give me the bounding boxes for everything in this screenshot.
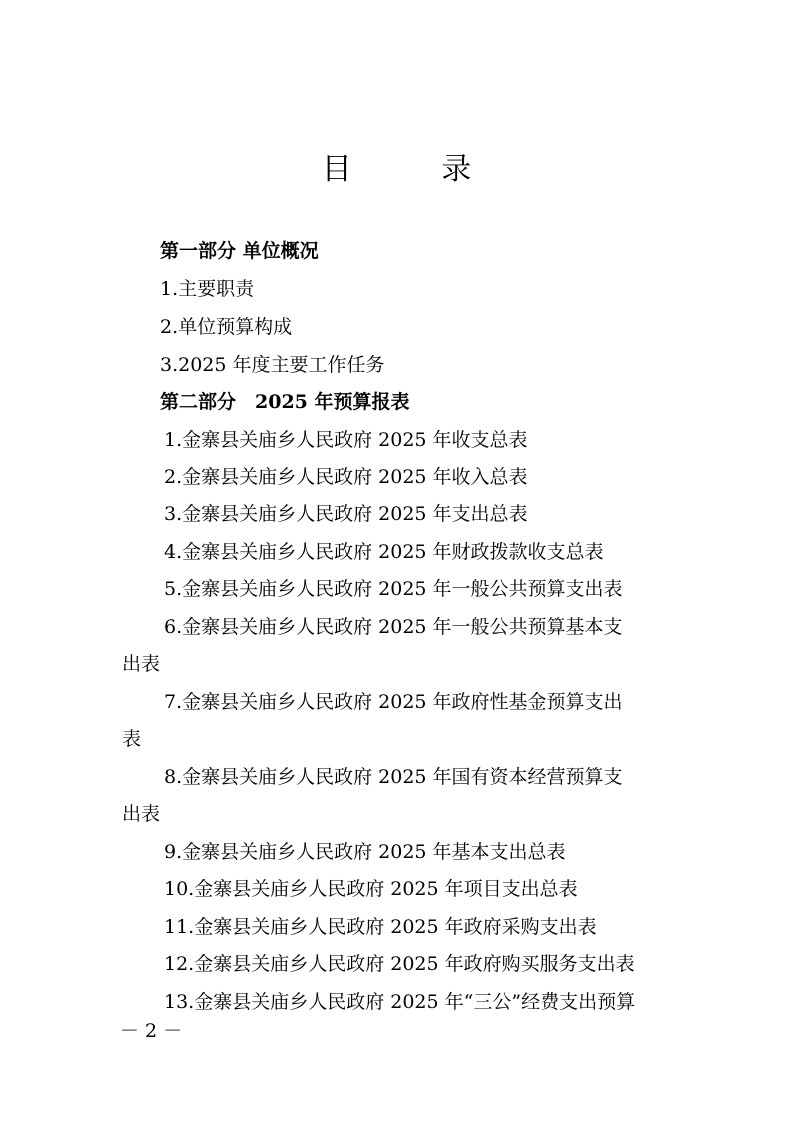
toc-item-continuation[interactable]: 出表 [122, 803, 161, 825]
toc-item[interactable]: 7.金寨县关庙乡人民政府 2025 年政府性基金预算支出 [164, 691, 623, 713]
page-title: 目 录 [321, 152, 512, 187]
toc-item[interactable]: 11.金寨县关庙乡人民政府 2025 年政府采购支出表 [164, 916, 597, 938]
page-number: － 2 － [120, 1020, 183, 1042]
toc-item[interactable]: 2.金寨县关庙乡人民政府 2025 年收入总表 [164, 466, 528, 488]
toc-item[interactable]: 4.金寨县关庙乡人民政府 2025 年财政拨款收支总表 [164, 541, 604, 563]
toc-item[interactable]: 13.金寨县关庙乡人民政府 2025 年“三公”经费支出预算 [164, 991, 636, 1013]
toc-item[interactable]: 5.金寨县关庙乡人民政府 2025 年一般公共预算支出表 [164, 578, 623, 600]
section-heading-part1: 第一部分 单位概况 [160, 240, 319, 262]
toc-item[interactable]: 10.金寨县关庙乡人民政府 2025 年项目支出总表 [164, 878, 578, 900]
toc-item[interactable]: 12.金寨县关庙乡人民政府 2025 年政府购买服务支出表 [164, 953, 635, 975]
toc-item-continuation[interactable]: 出表 [122, 653, 161, 675]
toc-item[interactable]: 2.单位预算构成 [160, 316, 293, 338]
section-heading-part2: 第二部分 2025 年预算报表 [160, 391, 410, 413]
toc-item[interactable]: 1.金寨县关庙乡人民政府 2025 年收支总表 [164, 429, 528, 451]
toc-item-continuation[interactable]: 表 [122, 728, 142, 750]
toc-item[interactable]: 3.金寨县关庙乡人民政府 2025 年支出总表 [164, 503, 528, 525]
toc-item[interactable]: 3.2025 年度主要工作任务 [160, 354, 385, 376]
toc-item[interactable]: 9.金寨县关庙乡人民政府 2025 年基本支出总表 [164, 841, 566, 863]
toc-item[interactable]: 6.金寨县关庙乡人民政府 2025 年一般公共预算基本支 [164, 616, 623, 638]
toc-item[interactable]: 1.主要职责 [160, 278, 255, 300]
toc-item[interactable]: 8.金寨县关庙乡人民政府 2025 年国有资本经营预算支 [164, 766, 623, 788]
